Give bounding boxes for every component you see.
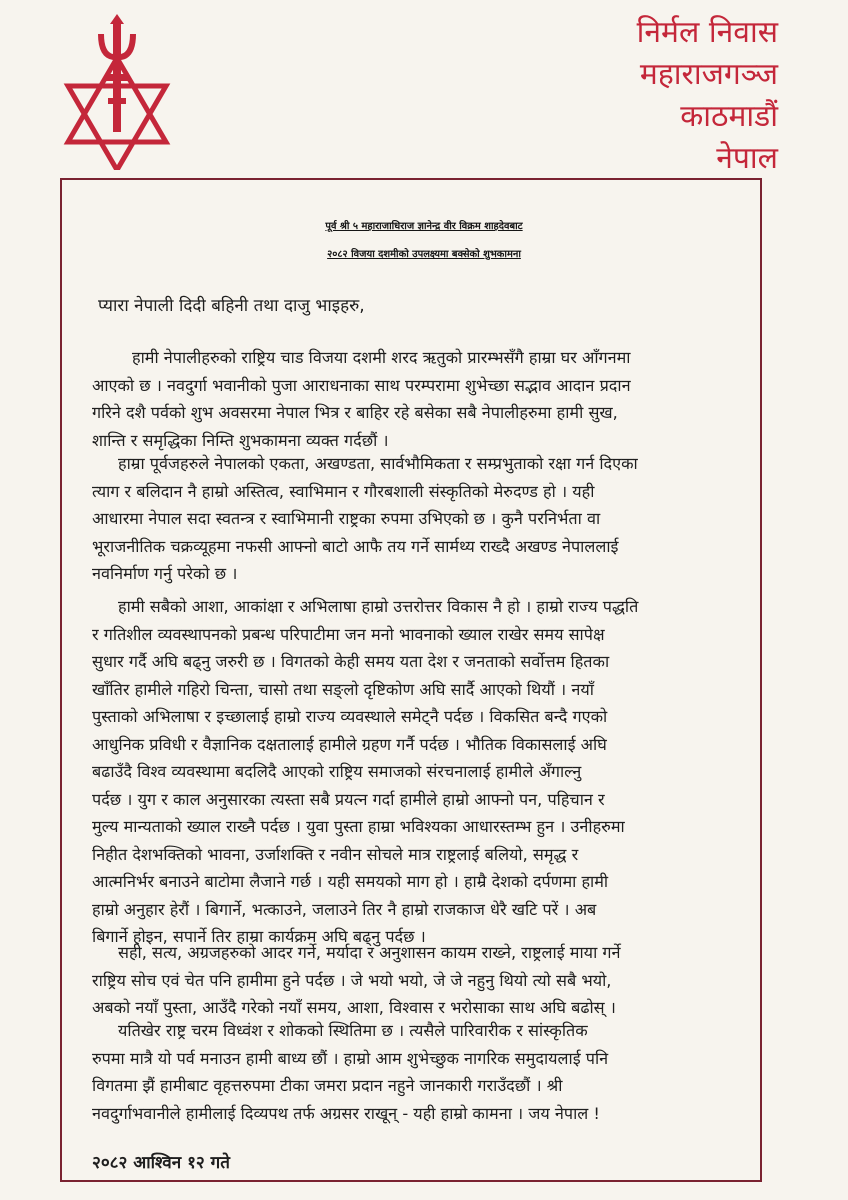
text-line: शान्ति र समृद्धिका निम्ति शुभकामना व्यक्त गर्दछौं । xyxy=(92,430,389,450)
text-line: आधारमा नेपाल सदा स्वतन्त्र र स्वाभिमानी राष्ट्रका रुपमा उभिएको छ । कुनै परनिर्भता वा xyxy=(92,509,601,528)
address-line: महाराजगञ्ज xyxy=(639,57,778,92)
text-line: पर्दछ । युग र काल अनुसारका त्यस्ता सबै प्रयत्न गर्दा हामीले हाम्रो आफ्नो पन, पहिचान र xyxy=(92,789,605,809)
letter-title-line-1: पूर्व श्री ५ महाराजाधिराज ज्ञानेन्द्र वीर विक्रम शाहदेवबाट xyxy=(325,221,523,232)
text-line: हाम्रा पूर्वजहरुले नेपालको एकता, अखण्डता, सार्वभौमिकता र सम्प्रभुताको रक्षा गर्न दिएका xyxy=(118,454,638,473)
text-line: नवनिर्माण गर्नु परेको छ । xyxy=(92,564,238,583)
text-line: खाँतिर हामीले गहिरो चिन्ता, चासो तथा सङ्लो दृष्टिकोण अघि सार्दै आएको थियौं । नयाँ xyxy=(92,679,594,699)
text-line: हामी नेपालीहरुको राष्ट्रिय चाड विजया दशमी शरद ऋतुको प्रारम्भसँगै हाम्रा घर आँगनमा xyxy=(132,348,631,367)
paragraph-1 xyxy=(92,344,744,454)
text-line: आधुनिक प्रविधी र वैज्ञानिक दक्षतालाई हामीले ग्रहण गर्नै पर्दछ । भौतिक विकासलाई अघि xyxy=(92,734,607,754)
letter-date: २०८२ आश्विन १२ गते xyxy=(92,1153,230,1173)
text-line: नवदुर्गाभवानीले हामीलाई दिव्यपथ तर्फ अग्रसर राखून् - यही हाम्रो कामना । जय नेपाल ! xyxy=(92,1103,600,1123)
text-line: पुस्ताको अभिलाषा र इच्छालाई हाम्रो राज्य व्यवस्थाले समेट्नै पर्दछ । विकसित बन्दै गएको xyxy=(92,707,608,726)
text-line: मुल्य मान्यताको ख्याल राख्नै पर्दछ । युवा पुस्ता हाम्रा भविश्यका आधारस्तम्भ हुन । उनीहरुमा xyxy=(92,817,625,836)
star-of-david-with-trident-icon xyxy=(58,14,176,170)
text-line: र गतिशील व्यवस्थापनको प्रबन्ध परिपाटीमा जन मनो भावनाको ख्याल राखेर समय सापेक्ष xyxy=(92,624,605,644)
text-line: रुपमा मात्रै यो पर्व मनाउन हामी बाध्य छौं । हाम्रो आम शुभेच्छुक नागरिक समुदायलाई पनि xyxy=(92,1048,609,1068)
text-line: यतिखेर राष्ट्र चरम विध्वंश र शोकको स्थितिमा छ । त्यसैले पारिवारीक र सांस्कृतिक xyxy=(118,1021,588,1040)
letter-title-line-2: २०८२ विजया दशमीको उपलक्ष्यमा बक्सेको शुभकामना xyxy=(327,249,521,260)
text-line: विगतमा झैं हामीबाट वृहत्तरुपमा टीका जमरा प्रदान नहुने जानकारी गराउँदछौं । श्री xyxy=(92,1076,563,1095)
letterhead-address xyxy=(637,12,778,180)
text-line: सही, सत्य, अग्रजहरुको आदर गर्ने, मर्यादा र अनुशासन कायम राख्ने, राष्ट्रलाई माया गर्ने xyxy=(118,943,621,962)
text-line: आएको छ । नवदुर्गा भवानीको पुजा आराधनाका साथ परम्परामा शुभेच्छा सद्भाव आदान प्रदान xyxy=(92,375,631,395)
text-line: हाम्रो अनुहार हेरौं । बिगार्ने, भत्काउने, जलाउने तिर नै हाम्रो राजकाज धेरै खटि परें । अब xyxy=(92,899,597,919)
address-line: नेपाल xyxy=(716,141,778,176)
text-line: त्याग र बलिदान नै हाम्रो अस्तित्व, स्वाभिमान र गौरबशाली संस्कृतिको मेरुदण्ड हो । यही xyxy=(92,481,595,501)
address-line: निर्मल निवास xyxy=(636,15,778,50)
salutation: प्यारा नेपाली दिदी बहिनी तथा दाजु भाइहरु, xyxy=(98,296,365,316)
paragraph-3 xyxy=(92,593,744,951)
text-line: सुधार गर्दै अघि बढ्नु जरुरी छ । विगतको केही समय यता देश र जनताको सर्वोत्तम हितका xyxy=(92,652,610,671)
paragraph-2 xyxy=(92,450,744,588)
text-line: निहीत देशभक्तिको भावना, उर्जाशक्ति र नवीन सोचले मात्र राष्ट्रलाई बलियो, समृद्ध र xyxy=(92,844,579,864)
text-line: हामी सबैको आशा, आकांक्षा र अभिलाषा हाम्रो उत्तरोत्तर विकास नै हो । हाम्रो राज्य पद्धति xyxy=(118,597,639,616)
paragraph-4 xyxy=(92,939,744,1022)
text-line: आत्मनिर्भर बनाउने बाटोमा लैजाने गर्छ । यही समयको माग हो । हाम्रै देशको दर्पणमा हामी xyxy=(92,872,609,891)
text-line: बढाउँदै विश्व व्यवस्थामा बदलिदै आएको राष्ट्रिय समाजको संरचनालाई हामीले अँगाल्नु xyxy=(92,762,582,781)
address-line: काठमाडौं xyxy=(680,99,778,134)
text-line: बिगार्ने होइन, सपार्ने तिर हाम्रा कार्यक्रम अघि बढ्नु पर्दछ । xyxy=(92,927,426,946)
paragraph-5 xyxy=(92,1017,744,1127)
text-line: राष्ट्रिय सोच एवं चेत पनि हामीमा हुने पर्दछ । जे भयो भयो, जे जे नहुनु थियो त्यो सबै भयो, xyxy=(92,970,612,990)
text-line: भूराजनीतिक चक्रव्यूहमा नफसी आफ्नो बाटो आफै तय गर्ने सार्मथ्य राख्दै अखण्ड नेपाललाई xyxy=(92,536,619,556)
text-line: गरिने दशै पर्वको शुभ अवसरमा नेपाल भित्र र बाहिर रहे बसेका सबै नेपालीहरुमा हामी सुख, xyxy=(92,403,618,422)
text-line: अबको नयाँ पुस्ता, आउँदै गरेको नयाँ समय, आशा, विश्वास र भरोसाका साथ अघि बढोस् । xyxy=(92,998,616,1017)
